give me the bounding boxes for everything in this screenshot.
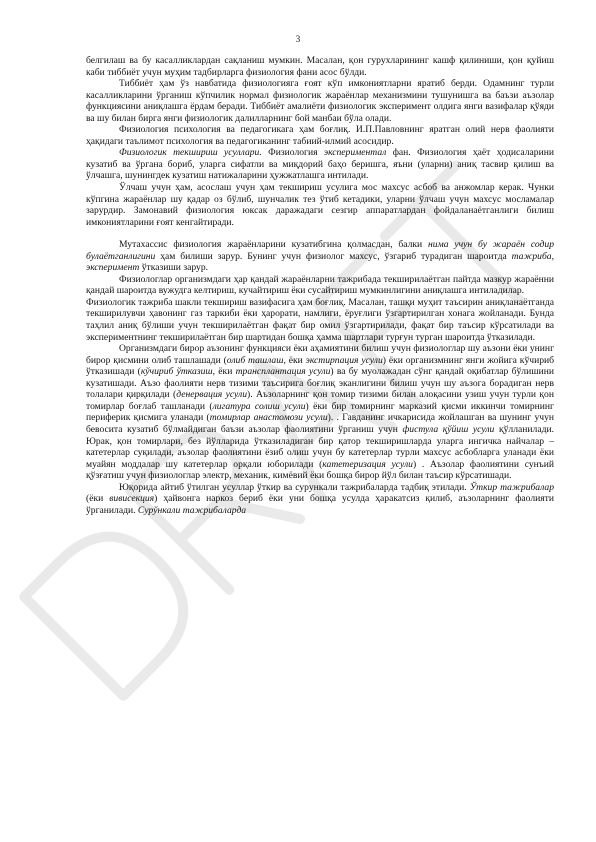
- italic-term: кўчириб ўтказиш: [140, 366, 213, 378]
- page-number: 3: [295, 34, 301, 44]
- text-run: ) ёки организмнинг янги жойига кўчириб ўтказишади (: [86, 354, 555, 378]
- paragraph: [86, 78, 554, 124]
- italic-term: тажриба, эксперимент: [86, 250, 554, 274]
- text-run: белгилаш ва бу касалликлардан сақланиш мумкин. Масалан, қон гурухларининг кашф қилиниши, қон қуйиш каби тиббиёт учун муҳим тадбирларга физиология фани асос бўлди.: [86, 55, 554, 78]
- text-run: Юқорида айтиб ўтилган усуллар ўткир ва сурункали тажрибаларда тадбиқ этилади.: [119, 481, 470, 493]
- text-run: Физиологик тажриба шакли текшириш вазифасига ҳам боғлиқ. Масалан, ташқи муҳит таъсирин аниқланаётганда текширилувчи ҳавонинг газ таркиби ёки ҳарорати, намлиги, ёруғлиги ўзгартирилган хонага жойланади. Бунда таҳлил аниқ бўлиши учун текширилаётган фақат бир омил ўзгартирилади, фақат бир таъсир кўрсатилади ва экспериментнинг текширилаётган бир шартидан бошқа ҳамма шартлари турғун турган шароитда ўтказилади.: [86, 296, 554, 343]
- paragraph: [86, 274, 554, 297]
- paragraph-gap: [86, 228, 554, 239]
- paragraph: [86, 297, 554, 343]
- italic-term: лигатура солиш усули: [212, 400, 306, 412]
- document-body: [86, 55, 554, 516]
- italic-term: томирлар анастомози усули: [209, 412, 328, 424]
- italic-term: вивисекция: [109, 493, 155, 505]
- paragraph: [86, 124, 554, 147]
- italic-term: экстирпация усули: [305, 354, 383, 366]
- paragraph: [86, 343, 554, 482]
- italic-term: нима учун бу жараён содир булаётганлигини: [86, 239, 554, 262]
- text-run: ) ёки бир томирнинг марказий қисми иккинчи томирнинг периферик қисмига уланади (: [86, 400, 554, 424]
- text-run: Физиология: [261, 147, 324, 159]
- paragraph: [86, 55, 554, 78]
- text-run: ) ҳайвонга наркоз бериб ёки уни бошқа усулда ҳаракатсиз қилиб, аъзоларнинг фаолияти ўрганилади.: [86, 493, 554, 516]
- paragraph: [86, 182, 554, 228]
- italic-term: Сурўнкали тажрибаларда: [137, 504, 247, 516]
- text-run: фан. Физиология ҳаёт ҳодисаларини кузатиб ва ўргана бориб, уларга сифатли ва миқдорий баҳо беришга, яъни (уларни) аниқ тасвир қилиш ва ўлчашга, шунингдек кузатиш натижаларини ҳужжатлашга интилади.: [86, 147, 555, 182]
- italic-term: катетеризация усули: [322, 458, 413, 470]
- text-run: Мутахассис физиология жараёнларини кузатибгина қолмасдан, балки: [119, 239, 429, 251]
- italic-term: Физиологик текшириш усуллари.: [119, 147, 262, 159]
- paragraph: [86, 147, 554, 182]
- italic-term: денервация усули: [176, 389, 248, 401]
- text-run: Физиологлар организмдаги ҳар қандай жараёнларни тажрибада текширилаётган пайтда мазкур жараённи қандай шароитда вужудга келтириш, кучайтириш ёки сусайтириш мумкинлигини аниқлашга интиладилар.: [86, 273, 554, 297]
- text-run: , ёки: [212, 366, 236, 378]
- italic-term: трансплантация усули: [235, 366, 331, 378]
- text-run: ) . Аъзолар фаолиятини сунъий қўзғатиш учун физиологлар электр, механик, кимёвий ёки бошқа бирор йўл билан таъсир кўрсатишади.: [86, 458, 554, 482]
- text-run: ўтказиши зарур.: [139, 262, 209, 274]
- text-run: ). Аъзоларнинг қон томир тизими билан алоқасини узиш учун турли қон томирлар боғлаб ташланади (: [86, 389, 554, 412]
- text-run: Ўлчаш учун ҳам, асослаш учун ҳам текшириш усулига мос махсус асбоб ва анжомлар керак. Чунки кўпгина жараёнлар шу қадар оз бўлиб, шунчалик тез ўтиб кетадики, уларни ўлчаш учун махсус мосламалар зарурдир. Замонавий физиология юксак даражадаги сезгир аппаратлардан фойдаланаётганлиги билиш имкониятларини ғоят кенгайтиради.: [86, 182, 554, 228]
- text-run: ). . Гавданинг ичкарисида жойлашган ва шунинг учун бевосита кузатиб бўлмайдиган баъзи аъзолар фаолиятини ўрганиш учун: [86, 412, 554, 435]
- text-run: ) ва бу муолажадан сўнг қандай оқибатлар бўлишини кузатишади. Аъзо фаолияти нерв тизими таъсирига боғлиқ эканлигини билиш учун шу аъзога борадиган нерв толалари қирқилади (: [86, 366, 554, 401]
- text-run: ҳам билиши зарур. Бунинг учун физиолог махсус, ўзгариб турадиган шароитда: [155, 250, 512, 262]
- text-run: (ёки: [86, 493, 110, 505]
- italic-term: экспериментал: [323, 147, 387, 159]
- paragraph: [86, 482, 554, 517]
- italic-term: олиб ташлаш: [226, 354, 284, 366]
- text-run: Организмдаги бирор аъзонинг функцияси ёки аҳамиятини билиш учун физиологлар шу аъзони ёки унинг бирор қисмини олиб ташлашади (: [86, 343, 554, 366]
- paragraph: [86, 239, 554, 274]
- text-run: Физиология психология ва педагогикага ҳам боғлиқ. И.П.Павловнинг яратган олий нерв фаолияти ҳақидаги таълимот психология ва педагогиканинг табиий-илмий асосидир.: [86, 124, 554, 147]
- text-run: , ёки: [283, 354, 306, 366]
- text-run: қўлланилади. Юрак, қон томирлари, без йўлларида ўтказиладиган бир қатор текширишларда уларга ингичка найчалар – катетерлар суқилади, аъзолар фаолиятини ёзиб олиш учун бу катетерлар турли махсус асбобларга уланади ёки муайян моддалар шу катетерлар орқали юборилади (: [86, 423, 554, 470]
- italic-term: Ўткир тажрибалар: [469, 481, 555, 493]
- text-run: Тиббиёт ҳам ўз навбатида физиологияга ғоят кўп имкониятларни яратиб берди. Одамнинг турли касалликларини ўрганиш кўпчилик нормал физиологик жараёнлар механизмини тушунишга ва баъзи аъзолар функциясини аниқлашга ёрдам беради. Тиббиёт амалиёти физиологик эксперимент олдига янги вазифалар қўяди ва шу билан бирга янги физиологик далилларнинг бой манбаи бўла олади.: [86, 78, 554, 124]
- italic-term: фистула қўйиш усули: [402, 423, 495, 435]
